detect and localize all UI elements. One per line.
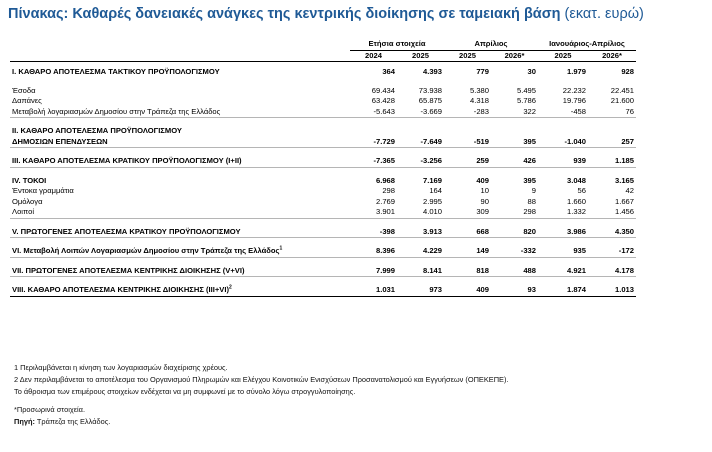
value-cell: 779 <box>476 67 489 76</box>
value-cell: -458 <box>538 107 588 118</box>
table-row <box>10 197 636 208</box>
value-cell: -5.643 <box>350 107 397 118</box>
spacer-row <box>10 238 636 247</box>
value-cell: 56 <box>577 186 586 195</box>
table-row <box>10 137 636 148</box>
value-cell: -172 <box>588 246 636 257</box>
row-label <box>10 176 350 187</box>
row-label <box>10 266 350 277</box>
value-cell: 5.495 <box>516 85 536 95</box>
value-cell: 309 <box>444 207 491 218</box>
value-cell: 298 <box>382 186 395 195</box>
value-cell: 4.178 <box>588 266 636 277</box>
table-row <box>10 126 636 137</box>
value-cell: 3.986 <box>538 227 588 238</box>
value-cell: 257 <box>588 137 636 148</box>
value-cell: 4.393 <box>422 67 442 76</box>
value-cell: 8.141 <box>397 266 444 277</box>
value-cell: 820 <box>491 227 538 238</box>
spacer-row <box>10 218 636 227</box>
table-body <box>10 62 636 297</box>
title-unit: (εκατ. ευρώ) <box>560 6 644 22</box>
table-row <box>10 107 636 118</box>
spacer-cell <box>10 167 636 176</box>
spacer-cell <box>10 277 636 286</box>
header-years-row <box>10 51 636 62</box>
footnote-2: 2 Δεν περιλαμβάνεται το αποτέλεσμα του Οργανισμού Πληρωμών και Ελέγχου Κοινοτικών Ενισχύσεων Προσανατολισμού και Εγγυήσεων (ΟΠΕΚΕΠΕ). <box>14 375 509 384</box>
row-label-text: Έντοκα γραμμάτια <box>12 186 74 195</box>
row-label <box>10 96 350 107</box>
value-cell: 69.434 <box>371 85 395 95</box>
table-row <box>10 227 636 238</box>
row-label-text: III. ΚΑΘΑΡΟ ΑΠΟΤΕΛΕΣΜΑ ΚΡΑΤΙΚΟΥ ΠΡΟΫΠΟΛΟΓΙΣΜΟΥ (I+II) <box>12 156 242 165</box>
value-cell: 3.048 <box>566 175 586 185</box>
value-cell: 10 <box>480 186 489 195</box>
value-cell: 488 <box>491 266 538 277</box>
value-cell: 65.875 <box>418 96 442 105</box>
value-cell: 7.999 <box>350 266 397 277</box>
value-cell <box>491 126 538 137</box>
value-cell: 395 <box>491 137 538 148</box>
value-cell: 5.786 <box>516 96 536 105</box>
row-label-text: I. ΚΑΘΑΡΟ ΑΠΟΤΕΛΕΣΜΑ ΤΑΚΤΙΚΟΥ ΠΡΟΫΠΟΛΟΓΙΣΜΟΥ <box>12 67 220 76</box>
value-cell: 1.013 <box>588 285 636 296</box>
value-cell: -332 <box>491 246 538 257</box>
footnote-ref: 2 <box>229 284 232 291</box>
value-cell: 5.380 <box>469 85 489 95</box>
header-year: 2025 <box>397 51 444 62</box>
value-cell: 76 <box>588 107 636 118</box>
header-group-jan-apr: Ιανουάριος-Απρίλιος <box>538 38 636 51</box>
value-cell: 1.456 <box>588 207 636 218</box>
value-cell: -7.729 <box>350 137 397 148</box>
value-cell: 21.600 <box>610 96 634 105</box>
spacer-cell <box>10 78 636 86</box>
value-cell: 818 <box>444 266 491 277</box>
row-label-text: Μεταβολή λογαριασμών Δημοσίου στην Τράπεζα της Ελλάδος <box>12 106 221 116</box>
table-row <box>10 266 636 277</box>
provisional-note: *Προσωρινά στοιχεία. <box>14 405 85 414</box>
value-cell: -7.649 <box>397 137 444 148</box>
footnote-1: 1 Περιλαμβάνεται η κίνηση των λογαριασμών διαχείρισης χρέους. <box>14 363 228 372</box>
value-cell: 2.769 <box>375 196 395 206</box>
value-cell: 88 <box>527 196 536 206</box>
header-groups-row <box>10 38 636 51</box>
row-label-text: ΔΗΜΟΣΙΩΝ ΕΠΕΝΔΥΣΕΩΝ <box>12 136 108 146</box>
table-row <box>10 96 636 107</box>
spacer-row <box>10 148 636 157</box>
value-cell: 1.979 <box>566 67 586 76</box>
row-label <box>10 285 350 296</box>
value-cell: 6.968 <box>375 175 395 185</box>
header-year: 2026* <box>588 51 636 62</box>
value-cell: 322 <box>491 107 538 118</box>
header-year: 2024 <box>350 51 397 62</box>
value-cell: -519 <box>444 137 491 148</box>
value-cell: 149 <box>444 246 491 257</box>
value-cell: 668 <box>444 227 491 238</box>
value-cell: 4.229 <box>397 246 444 257</box>
row-label-text: Λοιποί <box>12 207 35 216</box>
row-label-text: VIII. ΚΑΘΑΡΟ ΑΠΟΤΕΛΕΣΜΑ ΚΕΝΤΡΙΚΗΣ ΔΙΟΙΚΗΣΗΣ (III+VI) <box>12 285 230 294</box>
spacer-cell <box>10 257 636 266</box>
value-cell: 9 <box>531 186 536 195</box>
row-label <box>10 107 350 118</box>
header-blank <box>10 38 350 51</box>
value-cell <box>350 126 397 137</box>
value-cell: 1.874 <box>538 285 588 296</box>
row-label-text: Ομόλογα <box>12 196 43 206</box>
value-cell: 1.332 <box>538 207 588 218</box>
value-cell: 1.031 <box>350 285 397 296</box>
value-cell: 22.232 <box>562 85 586 95</box>
spacer-cell <box>10 148 636 157</box>
header-year: 2025 <box>538 51 588 62</box>
value-cell: 935 <box>538 246 588 257</box>
value-cell: 364 <box>382 67 395 76</box>
value-cell: 3.901 <box>350 207 397 218</box>
spacer-cell <box>10 118 636 127</box>
value-cell: -1.040 <box>538 137 588 148</box>
page-title <box>8 6 708 22</box>
value-cell: -7.365 <box>350 156 397 167</box>
spacer-row <box>10 78 636 86</box>
row-label <box>10 207 350 218</box>
value-cell: 4.350 <box>588 227 636 238</box>
value-cell: 19.796 <box>562 96 586 105</box>
value-cell: 409 <box>476 175 489 185</box>
value-cell <box>588 126 636 137</box>
title-main: Πίνακας: Καθαρές δανειακές ανάγκες της κεντρικής διοίκησης σε ταμειακή βάση <box>8 6 561 22</box>
table-row <box>10 176 636 187</box>
row-label <box>10 86 350 97</box>
value-cell <box>397 126 444 137</box>
value-cell: -398 <box>350 227 397 238</box>
table-row <box>10 246 636 257</box>
row-label-text: IV. ΤΟΚΟΙ <box>12 175 47 185</box>
row-label <box>10 126 350 137</box>
footnote-rounding: Το άθροισμα των επιμέρους στοιχείων ενδέχεται να μη συμφωνεί με το σύνολο λόγω στρογγυλοποίησης. <box>14 387 356 396</box>
row-label <box>10 156 350 167</box>
row-label-text: VII. ΠΡΩΤΟΓΕΝΕΣ ΑΠΟΤΕΛΕΣΜΑ ΚΕΝΤΡΙΚΗΣ ΔΙΟΙΚΗΣΗΣ (V+VI) <box>12 265 245 275</box>
value-cell: 928 <box>621 67 634 76</box>
value-cell: 8.396 <box>350 246 397 257</box>
header-year: 2025 <box>444 51 491 62</box>
spacer-row <box>10 277 636 286</box>
header-blank <box>10 51 350 62</box>
row-label <box>10 67 350 78</box>
value-cell: -3.256 <box>397 156 444 167</box>
row-label <box>10 197 350 208</box>
spacer-cell <box>10 238 636 247</box>
row-label-text: VI. Μεταβολή Λοιπών Λογαριασμών Δημοσίου στην Τράπεζα της Ελλάδος <box>12 246 280 255</box>
value-cell: 3.165 <box>614 175 634 185</box>
value-cell: 22.451 <box>610 85 634 95</box>
value-cell: 1.667 <box>614 196 634 206</box>
table-row <box>10 285 636 296</box>
value-cell: 426 <box>491 156 538 167</box>
row-label-text: Έσοδα <box>12 85 36 95</box>
value-cell: 73.938 <box>418 85 442 95</box>
value-cell: 409 <box>444 285 491 296</box>
value-cell: 164 <box>429 186 442 195</box>
row-label <box>10 246 350 257</box>
table-row <box>10 67 636 78</box>
value-cell: 259 <box>444 156 491 167</box>
value-cell: -283 <box>444 107 491 118</box>
row-label <box>10 137 350 148</box>
source-line <box>14 416 509 428</box>
row-label-text: II. ΚΑΘΑΡΟ ΑΠΟΤΕΛΕΣΜΑ ΠΡΟΫΠΟΛΟΓΙΣΜΟΥ <box>12 126 182 135</box>
row-label <box>10 186 350 197</box>
row-label-text: Δαπάνες <box>12 96 42 105</box>
value-cell: 4.010 <box>397 207 444 218</box>
spacer-cell <box>10 218 636 227</box>
header-group-april: Απρίλιος <box>444 38 538 51</box>
footnote-ref: 1 <box>279 245 283 252</box>
value-cell: 4.921 <box>538 266 588 277</box>
value-cell: 298 <box>491 207 538 218</box>
value-cell: 3.913 <box>397 227 444 238</box>
spacer-row <box>10 118 636 127</box>
row-label-text: V. ΠΡΩΤΟΓΕΝΕΣ ΑΠΟΤΕΛΕΣΜΑ ΚΡΑΤΙΚΟΥ ΠΡΟΫΠΟΛΟΓΙΣΜΟΥ <box>12 226 241 236</box>
spacer-row <box>10 257 636 266</box>
value-cell: -3.669 <box>397 107 444 118</box>
table-row <box>10 156 636 167</box>
value-cell: 63.428 <box>371 96 395 105</box>
value-cell <box>444 126 491 137</box>
table-row <box>10 207 636 218</box>
value-cell <box>538 126 588 137</box>
value-cell: 1.660 <box>566 196 586 206</box>
value-cell: 1.185 <box>588 156 636 167</box>
value-cell: 42 <box>625 186 634 195</box>
value-cell: 939 <box>538 156 588 167</box>
table-row <box>10 86 636 97</box>
fiscal-table <box>10 38 636 297</box>
value-cell: 973 <box>397 285 444 296</box>
header-group-annual: Ετήσια στοιχεία <box>350 38 444 51</box>
spacer-row <box>10 167 636 176</box>
header-year: 2026* <box>491 51 538 62</box>
table-row <box>10 186 636 197</box>
footnotes <box>14 362 509 428</box>
value-cell: 2.995 <box>422 196 442 206</box>
value-cell: 7.169 <box>422 175 442 185</box>
value-cell: 93 <box>491 285 538 296</box>
source-label: Πηγή: <box>14 417 35 426</box>
source-text: Τράπεζα της Ελλάδος. <box>34 417 111 426</box>
value-cell: 90 <box>480 196 489 206</box>
row-label <box>10 227 350 238</box>
value-cell: 30 <box>527 67 536 76</box>
value-cell: 395 <box>523 175 536 185</box>
value-cell: 4.318 <box>469 96 489 105</box>
